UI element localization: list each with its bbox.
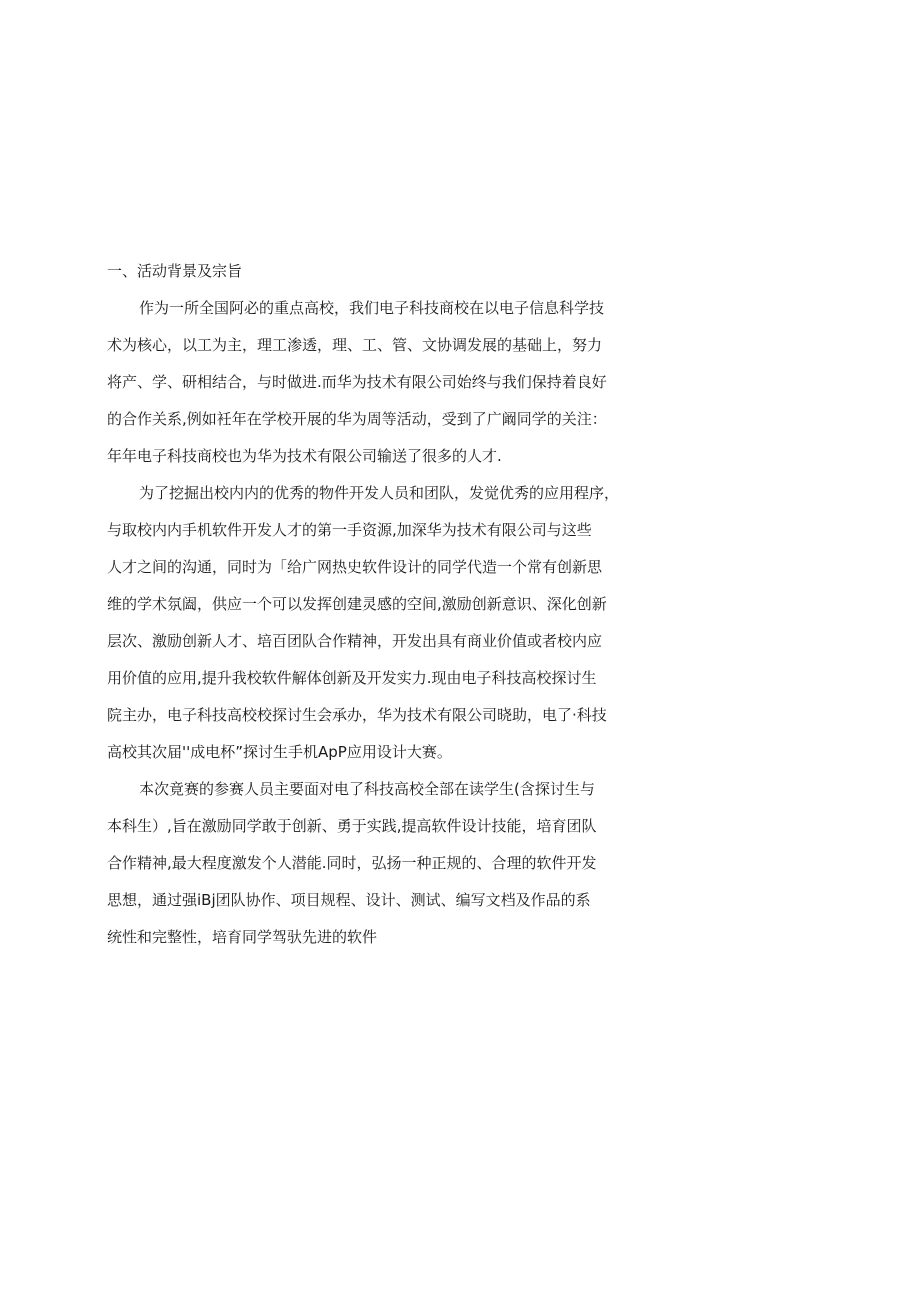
text-line: 统性和完整性，培育同学驾驮先进的软件 xyxy=(107,928,378,946)
text-line: 本科生）,旨在激励同学敢于创新、勇于实践,提高软件设计技能，培育团队 xyxy=(107,817,597,835)
document-body xyxy=(107,253,627,956)
text-line: 作为一所全国阿必的重点高校，我们电子科技商校在以电子信息科学技 xyxy=(139,299,605,317)
paragraph-purpose xyxy=(107,475,627,771)
text-line: 与取校内内手机软件开发人才的第一手资源,加深华为技术有限公司与这些 xyxy=(107,521,592,539)
text-line: 年年电子科技商校也为华为技术有限公司输送了很多的人才. xyxy=(107,447,502,465)
text-line: 为了挖掘出校内内的优秀的物件开发人员和团队，发觉优秀的应用程序， xyxy=(139,484,620,502)
text-line: 合作精神,最大程度激发个人潜能.同时，弘扬一种正规的、合理的软件开发 xyxy=(107,854,597,872)
text-line: 的合作关系,例如衽年在学校开展的华为周等活动，受到了广阚同学的关注： xyxy=(107,410,607,428)
text-line: 高校其次届''成电杯”探讨生手机ApP应用设计大赛。 xyxy=(107,743,452,761)
text-line: 维的学术氛阖，供应一个可以发挥创建灵感的空间,激励创新意识、深化创新 xyxy=(107,595,607,613)
text-line: 将产、学、研相结合，与时做进.而华为技术有限公司始终与我们保持着良好 xyxy=(107,373,607,391)
text-line: 思想，通过强iBj团队协作、项目规程、设计、测试、编写文档及作品的系 xyxy=(107,891,591,909)
paragraph-background xyxy=(107,290,627,475)
text-line: 院主办，电子科技高校校探讨生会承办，华为技术有限公司晓助，电了·科技 xyxy=(107,706,607,724)
paragraph-participants xyxy=(107,771,627,956)
text-line: 本次竟赛的参赛人员主要面对电了科技高校全部在读学生(含探讨生与 xyxy=(139,780,595,798)
section-heading: 一、活动背景及宗旨 xyxy=(107,262,243,280)
text-line: 层次、激励创新人才、培百团队合作精神，开发出具有商业价值或者校内应 xyxy=(107,632,603,650)
text-line: 人才之间的沟通，同时为「给广网热史软件设计的同学代造一个常有创新思 xyxy=(107,558,603,576)
text-line: 术为核心，以工为主，理工渗透，理、工、管、文协调发展的基础上，努力 xyxy=(107,336,603,354)
text-line: 用价值的应用,提升我校软件解体创新及开发实力.现由电子科技高校探讨生 xyxy=(107,669,597,687)
